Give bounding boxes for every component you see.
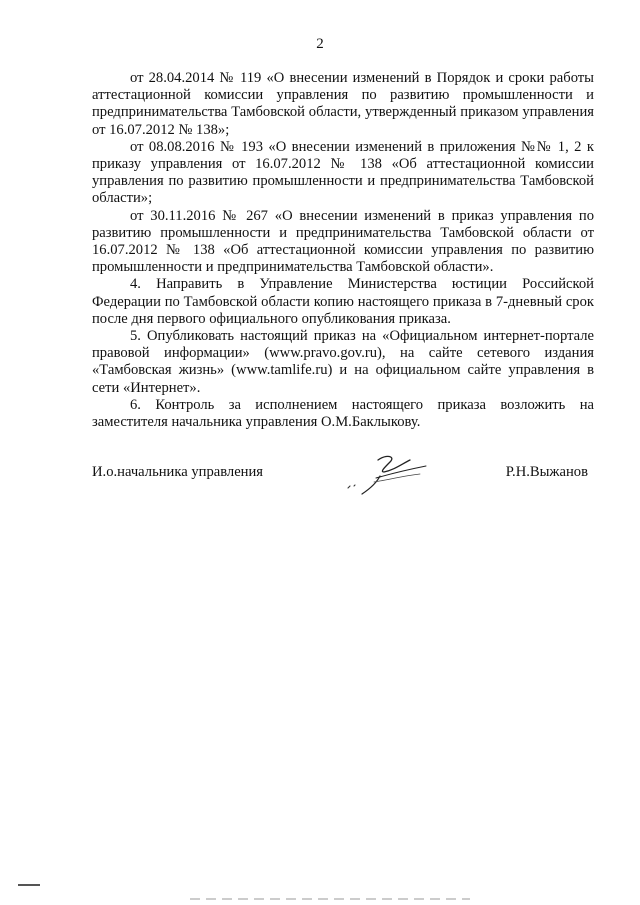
signatory-name: Р.Н.Выжанов: [505, 464, 588, 480]
signatory-title: И.о.начальника управления: [92, 464, 264, 480]
signature-block: [92, 464, 594, 514]
scan-artifact-mark: [18, 884, 40, 886]
scan-artifact-noise: [190, 898, 470, 900]
paragraph-amendment-2014: от 28.04.2014 № 119 «О внесении изменений в Порядок и сроки работы аттестационной комиссии управления по развитию промышленности и предпринимательства Тамбовской области, утвержденный приказом управления от 16.07.2012 № 138»;: [92, 70, 594, 138]
paragraph-item-5: 5. Опубликовать настоящий приказ на «Официальном интернет-портале правовой информации» (www.pravo.gov.ru), на сайте сетевого издания «Тамбовская жизнь» (www.tamlife.ru) и на официальном сайте управления в сети «Интернет».: [92, 328, 594, 396]
page-number: 2: [316, 36, 324, 52]
paragraph-amendment-2016-267: от 30.11.2016 № 267 «О внесении изменений в приказ управления по развитию промышленности и предпринимательства Тамбовской области от 16.07.2012 № 138 «Об аттестационной комиссии управления по развитию промышленности и предпринимательства Тамбовской области».: [92, 207, 594, 276]
paragraph-item-6: 6. Контроль за исполнением настоящего приказа возложить на заместителя начальника управления О.М.Баклыкову.: [92, 396, 594, 431]
document-body: [92, 70, 594, 431]
handwritten-signature: [340, 450, 430, 502]
paragraph-item-4: 4. Направить в Управление Министерства юстиции Российской Федерации по Тамбовской области копию настоящего приказа в 7-дневный срок после дня первого официального опубликования приказа.: [92, 276, 594, 327]
paragraph-amendment-2016-193: от 08.08.2016 № 193 «О внесении изменений в приложения №№ 1, 2 к приказу управления от 16.07.2012 № 138 «Об аттестационной комиссии управления по развитию промышленности и предпринимательства Тамбовской области»;: [92, 138, 594, 207]
